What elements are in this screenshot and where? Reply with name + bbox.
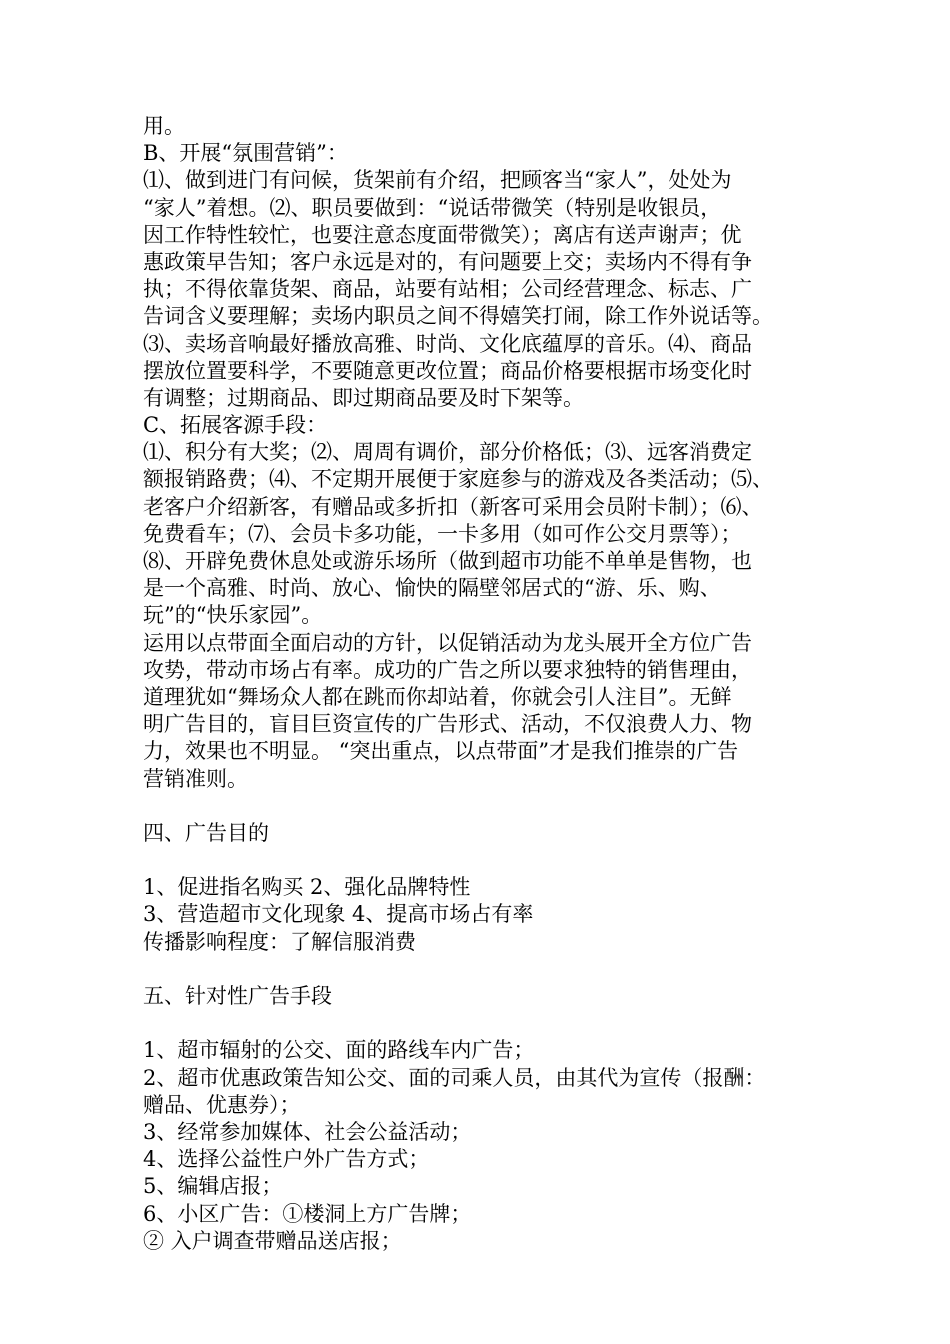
text-line: 因工作特性较忙，也要注意态度面带微笑）；离店有送声谢声；优 bbox=[143, 222, 742, 247]
text-line: ⑴、做到进门有问候，货架前有介绍，把顾客当“家人”，处处为 bbox=[143, 168, 732, 193]
text-line: 明广告目的，盲目巨资宣传的广告形式、活动，不仅浪费人力、物 bbox=[143, 712, 752, 737]
text-line: 玩”的“快乐家园”。 bbox=[143, 603, 323, 628]
section-heading-five: 五、针对性广告手段 bbox=[143, 984, 332, 1008]
text-line: 营销准则。 bbox=[143, 766, 248, 791]
list-item: 2、超市优惠政策告知公交、面的司乘人员，由其代为宣传（报酬： bbox=[143, 1065, 766, 1090]
list-item: 6、小区广告：①楼洞上方广告牌； bbox=[143, 1201, 472, 1226]
text-line: 免费看车；⑺、会员卡多功能，一卡多用（如可作公交月票等）； bbox=[143, 521, 742, 546]
list-item: 赠品、优惠券）； bbox=[143, 1092, 301, 1117]
list-item: 4、选择公益性户外广告方式； bbox=[143, 1147, 430, 1172]
document-body bbox=[143, 113, 813, 1255]
blank-line bbox=[143, 793, 813, 820]
blank-line bbox=[143, 847, 813, 874]
text-line: 攻势，带动市场占有率。成功的广告之所以要求独特的销售理由， bbox=[143, 657, 752, 682]
blank-line bbox=[143, 956, 813, 983]
list-item: ② 入户调查带赠品送店报； bbox=[143, 1228, 402, 1253]
text-line: 有调整；过期商品、即过期商品要及时下架等。 bbox=[143, 385, 584, 410]
text-line: 是一个高雅、时尚、放心、愉快的隔壁邻居式的“游、乐、购、 bbox=[143, 576, 721, 601]
text-line: 告词含义要理解；卖场内职员之间不得嬉笑打闹，除工作外说话等。 bbox=[143, 304, 773, 329]
text-line: 传播影响程度：了解信服消费 bbox=[143, 929, 416, 954]
text-line: 老客户介绍新客，有赠品或多折扣（新客可采用会员附卡制）；⑹、 bbox=[143, 494, 763, 519]
text-line: ⑻、开辟免费休息处或游乐场所（做到超市功能不单单是售物，也 bbox=[143, 549, 752, 573]
text-line: 3、营造超市文化现象 4、提高市场占有率 bbox=[143, 902, 534, 927]
text-line: 执；不得依靠货架、商品，站要有站相；公司经营理念、标志、广 bbox=[143, 277, 752, 302]
text-line: 惠政策早告知；客户永远是对的，有问题要上交；卖场内不得有争 bbox=[143, 249, 752, 274]
text-line: 运用以点带面全面启动的方针，以促销活动为龙头展开全方位广告 bbox=[143, 630, 752, 655]
list-item: 1、超市辐射的公交、面的路线车内广告； bbox=[143, 1038, 535, 1063]
text-line: 用。 bbox=[143, 114, 185, 138]
section-heading-b: B、开展“氛围营销”： bbox=[143, 141, 348, 166]
text-line: ⑶、卖场音响最好播放高雅、时尚、文化底蕴厚的音乐。⑷、商品 bbox=[143, 331, 752, 356]
text-line: “家人”着想。⑵、职员要做到：“说话带微笑（特别是收银员， bbox=[143, 195, 722, 220]
text-line: 1、促进指名购买 2、强化品牌特性 bbox=[143, 875, 471, 900]
text-line: ⑴、积分有大奖；⑵、周周有调价，部分价格低；⑶、远客消费定 bbox=[143, 440, 752, 465]
list-item: 5、编辑店报； bbox=[143, 1174, 283, 1199]
list-item: 3、经常参加媒体、社会公益活动； bbox=[143, 1119, 472, 1144]
text-line: 力，效果也不明显。 “突出重点，以点带面”才是我们推崇的广告 bbox=[143, 739, 739, 764]
blank-line bbox=[143, 1010, 813, 1037]
text-line: 额报销路费；⑷、不定期开展便于家庭参与的游戏及各类活动；⑸、 bbox=[143, 467, 773, 492]
text-line: 摆放位置要科学，不要随意更改位置；商品价格要根据市场变化时 bbox=[143, 358, 752, 383]
text-line: 道理犹如“舞场众人都在跳而你却站着，你就会引人注目”。无鲜 bbox=[143, 684, 732, 709]
section-heading-c: C、拓展客源手段： bbox=[143, 413, 328, 438]
section-heading-four: 四、广告目的 bbox=[143, 820, 269, 845]
